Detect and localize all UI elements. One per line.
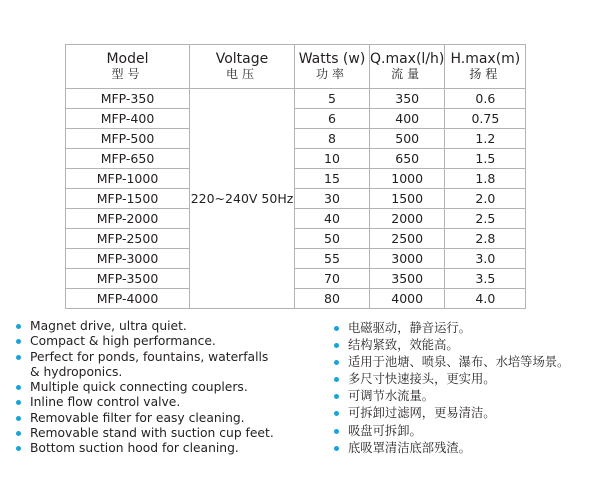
bullet-dot-icon: [334, 411, 339, 416]
cell-watts: 15: [295, 169, 370, 189]
feature-text: 电磁驱动，静音运行。: [348, 321, 471, 335]
feature-text: Perfect for ponds, fountains, waterfalls & hydroponics.: [30, 349, 269, 379]
features-list-english: [16, 319, 278, 457]
header-label-cn: 电压: [225, 67, 258, 81]
bullet-dot-icon: [334, 326, 339, 331]
cell-flow: 1500: [370, 189, 445, 209]
feature-item: [334, 405, 596, 422]
feature-text: Multiple quick connecting couplers.: [30, 380, 248, 395]
table-row: [66, 169, 526, 189]
cell-flow: 1000: [370, 169, 445, 189]
cell-watts: 8: [295, 129, 370, 149]
feature-text: Bottom suction hood for cleaning.: [30, 441, 239, 456]
cell-watts: 5: [295, 89, 370, 109]
header-model: [66, 45, 190, 89]
feature-text: 结构紧致，效能高。: [348, 338, 459, 353]
feature-text: 底吸罩清洁底部残渣。: [348, 440, 471, 455]
feature-item: [16, 334, 278, 349]
cell-head: 2.0: [445, 189, 526, 209]
header-label-cn: 功率: [315, 67, 348, 81]
header-watts: [295, 45, 370, 89]
cell-watts: 30: [295, 189, 370, 209]
table-row: [66, 89, 526, 109]
cell-model: MFP-400: [66, 109, 190, 129]
feature-item: [16, 441, 278, 456]
cell-head: 3.0: [445, 249, 526, 269]
feature-text: Removable stand with suction cup feet.: [30, 426, 274, 441]
table-header-row: [66, 45, 526, 89]
spec-table: [65, 44, 526, 309]
feature-item: [16, 380, 278, 395]
feature-item: [16, 426, 278, 441]
table-row: [66, 189, 526, 209]
bullet-dot-icon: [334, 394, 339, 399]
cell-flow: 500: [370, 129, 445, 149]
cell-model: MFP-3000: [66, 249, 190, 269]
feature-item: [334, 423, 596, 440]
feature-item: [16, 411, 278, 426]
cell-watts: 70: [295, 269, 370, 289]
header-head: [445, 45, 526, 89]
feature-text: Inline flow control valve.: [30, 395, 181, 410]
table-row: [66, 129, 526, 149]
feature-text: 可调节水流量。: [348, 389, 435, 404]
table-row: [66, 229, 526, 249]
cell-flow: 400: [370, 109, 445, 129]
cell-flow: 650: [370, 149, 445, 169]
cell-head: 3.5: [445, 269, 526, 289]
cell-head: 1.2: [445, 129, 526, 149]
cell-flow: 2000: [370, 209, 445, 229]
cell-model: MFP-350: [66, 89, 190, 109]
header-label-en: Watts (w): [298, 51, 366, 67]
cell-model: MFP-2500: [66, 229, 190, 249]
header-label-cn: 扬程: [469, 67, 502, 81]
header-flow: [370, 45, 445, 89]
cell-flow: 350: [370, 89, 445, 109]
feature-item: [334, 354, 596, 371]
header-voltage: [190, 45, 295, 89]
cell-watts: 55: [295, 249, 370, 269]
feature-item: [334, 337, 596, 354]
bullet-dot-icon: [334, 377, 339, 382]
cell-watts: 40: [295, 209, 370, 229]
bullet-dot-icon: [16, 355, 21, 360]
cell-head: 0.6: [445, 89, 526, 109]
cell-flow: 4000: [370, 289, 445, 309]
feature-text: 适用于池塘、喷泉、瀑布、水培等场景。: [348, 355, 570, 370]
feature-item: [334, 320, 596, 337]
cell-model: MFP-2000: [66, 209, 190, 229]
feature-item: [16, 319, 278, 334]
cell-flow: 2500: [370, 229, 445, 249]
cell-model: MFP-1000: [66, 169, 190, 189]
feature-item: [334, 388, 596, 405]
bullet-dot-icon: [16, 339, 21, 344]
bullet-dot-icon: [16, 324, 21, 329]
feature-item: [16, 350, 278, 381]
cell-head: 1.8: [445, 169, 526, 189]
cell-head: 4.0: [445, 289, 526, 309]
table-row: [66, 289, 526, 309]
cell-voltage: 220~240V 50Hz: [190, 89, 295, 309]
header-label-cn: 型号: [111, 67, 144, 81]
bullet-dot-icon: [16, 416, 21, 421]
cell-head: 2.8: [445, 229, 526, 249]
bullet-dot-icon: [16, 400, 21, 405]
cell-model: MFP-4000: [66, 289, 190, 309]
cell-head: 2.5: [445, 209, 526, 229]
feature-text: Magnet drive, ultra quiet.: [30, 319, 187, 333]
bullet-dot-icon: [16, 431, 21, 436]
cell-model: MFP-650: [66, 149, 190, 169]
table-row: [66, 249, 526, 269]
header-label-en: Voltage: [215, 51, 269, 67]
cell-model: MFP-500: [66, 129, 190, 149]
table-row: [66, 269, 526, 289]
header-label-en: H.max(m): [450, 51, 521, 67]
cell-head: 0.75: [445, 109, 526, 129]
table-row: [66, 109, 526, 129]
cell-model: MFP-1500: [66, 189, 190, 209]
feature-text: 可拆卸过滤网，更易清洁。: [348, 406, 496, 421]
table-row: [66, 209, 526, 229]
table-row: [66, 149, 526, 169]
cell-watts: 6: [295, 109, 370, 129]
feature-text: 多尺寸快速接头，更实用。: [348, 372, 496, 387]
feature-text: Removable filter for easy cleaning.: [30, 410, 245, 425]
cell-watts: 50: [295, 229, 370, 249]
feature-text: Compact & high performance.: [30, 334, 216, 349]
cell-head: 1.5: [445, 149, 526, 169]
cell-flow: 3000: [370, 249, 445, 269]
bullet-dot-icon: [16, 385, 21, 390]
cell-flow: 3500: [370, 269, 445, 289]
bullet-dot-icon: [334, 360, 339, 365]
features-list-chinese: [334, 320, 596, 457]
cell-watts: 80: [295, 289, 370, 309]
header-label-en: Q.max(l/h): [370, 51, 445, 67]
feature-item: [16, 395, 278, 410]
bullet-dot-icon: [334, 446, 339, 451]
cell-watts: 10: [295, 149, 370, 169]
bullet-dot-icon: [334, 429, 339, 434]
feature-item: [334, 371, 596, 388]
feature-text: 吸盘可拆卸。: [348, 423, 422, 438]
cell-model: MFP-3500: [66, 269, 190, 289]
bullet-dot-icon: [16, 446, 21, 451]
feature-item: [334, 440, 596, 457]
header-label-cn: 流量: [391, 67, 424, 81]
bullet-dot-icon: [334, 343, 339, 348]
header-label-en: Model: [106, 51, 149, 67]
